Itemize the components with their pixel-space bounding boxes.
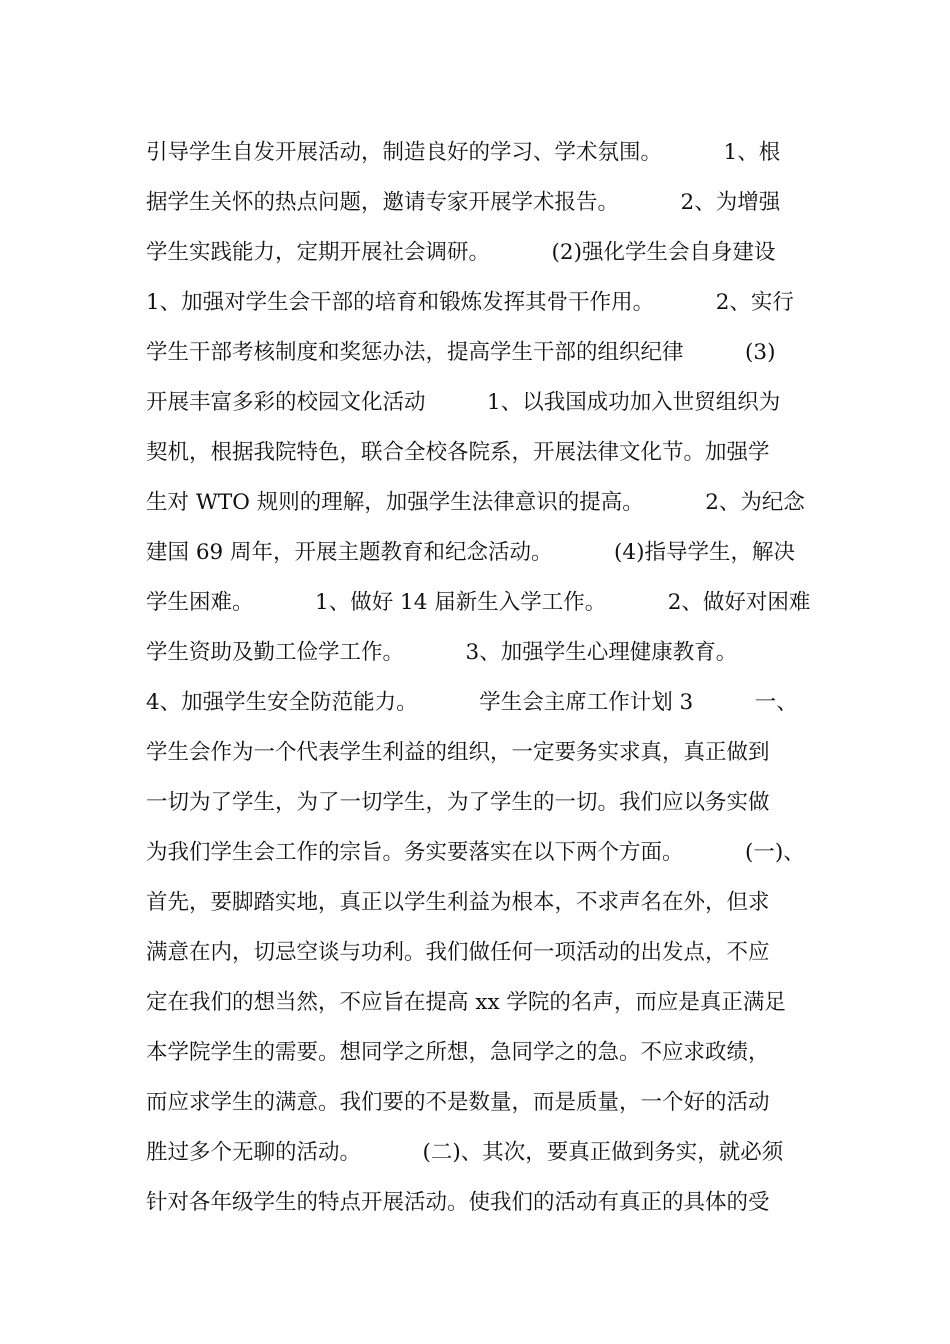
text-line: 生对 WTO 规则的理解，加强学生法律意识的提高。 2、为纪念 (146, 490, 805, 515)
text-line: 引导学生自发开展活动，制造良好的学习、学术氛围。 1、根 (146, 140, 781, 165)
text-line: 契机，根据我院特色，联合全校各院系，开展法律文化节。加强学 (146, 440, 770, 465)
text-line: 本学院学生的需要。想同学之所想，急同学之的急。不应求政绩， (146, 1040, 770, 1065)
text-line: 学生干部考核制度和奖惩办法，提高学生干部的组织纪律 (3) (146, 340, 776, 365)
text-line: 建国 69 周年，开展主题教育和纪念活动。 (4)指导学生，解决 (146, 540, 795, 565)
text-line: 首先，要脚踏实地，真正以学生利益为根本，不求声名在外，但求 (146, 890, 770, 915)
text-line: 4、加强学生安全防范能力。 学生会主席工作计划 3 一、 (146, 690, 798, 715)
text-line: 1、加强对学生会干部的培育和锻炼发挥其骨干作用。 2、实行 (146, 290, 794, 315)
text-line: 学生困难。 1、做好 14 届新生入学工作。 2、做好对困难 (146, 590, 811, 615)
text-line: 据学生关怀的热点问题，邀请专家开展学术报告。 2、为增强 (146, 190, 781, 215)
text-line: 满意在内，切忌空谈与功利。我们做任何一项活动的出发点，不应 (146, 940, 770, 965)
text-line: 学生资助及勤工俭学工作。 3、加强学生心理健康教育。 (146, 640, 738, 665)
text-line: 针对各年级学生的特点开展活动。使我们的活动有真正的具体的受 (146, 1190, 770, 1215)
text-line: 定在我们的想当然，不应旨在提高 xx 学院的名声，而应是真正满足 (146, 990, 786, 1015)
text-line: 开展丰富多彩的校园文化活动 1、以我国成功加入世贸组织为 (146, 390, 781, 415)
text-line: 为我们学生会工作的宗旨。务实要落实在以下两个方面。 (一)、 (146, 840, 805, 865)
text-line: 一切为了学生，为了一切学生，为了学生的一切。我们应以务实做 (146, 790, 770, 815)
document-body (146, 128, 816, 1228)
text-line: 而应求学生的满意。我们要的不是数量，而是质量，一个好的活动 (146, 1090, 770, 1115)
text-line: 胜过多个无聊的活动。 (二)、其次，要真正做到务实，就必须 (146, 1140, 784, 1165)
text-line: 学生实践能力，定期开展社会调研。 (2)强化学生会自身建设 (146, 240, 776, 265)
text-line: 学生会作为一个代表学生利益的组织，一定要务实求真，真正做到 (146, 740, 770, 765)
